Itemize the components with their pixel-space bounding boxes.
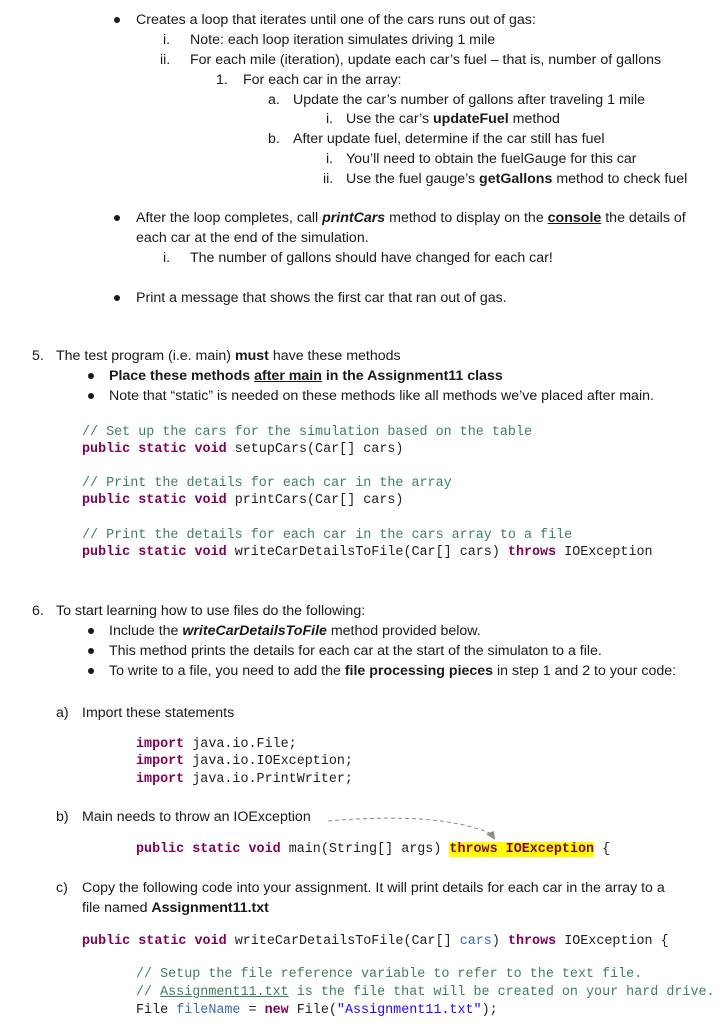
code-line: import java.io.File; <box>136 737 297 752</box>
list-num: ii. <box>160 52 171 68</box>
code-comment: // Assignment11.txt is the file that will be created on your hard drive. <box>136 985 715 1000</box>
list-num: 1. <box>216 72 228 88</box>
list-item: To write to a file, you need to add the file processing pieces in step 1 and 2 to your code: <box>109 663 677 679</box>
code-line: import java.io.PrintWriter; <box>136 772 353 787</box>
code-comment: // Print the details for each car in the array <box>82 476 452 491</box>
main-signature: public static void main(String[] args) throws IOException { <box>136 842 611 857</box>
list-item: For each mile (iteration), update each car’s fuel – that is, number of gallons <box>190 52 662 68</box>
list-item-2: file named Assignment11.txt <box>82 900 269 916</box>
list-num: i. <box>163 250 171 266</box>
code-comment: // Print the details for each car in the cars array to a file <box>82 528 573 543</box>
list-num: b. <box>268 131 280 147</box>
code-line: public static void setupCars(Car[] cars) <box>82 442 404 457</box>
code-comment: // Set up the cars for the simulation based on the table <box>82 425 532 440</box>
section-heading: The test program (i.e. main) must have these methods <box>56 348 401 364</box>
section-heading: To start learning how to use files do the following: <box>56 603 366 619</box>
code-comment: // Setup the file reference variable to refer to the text file. <box>136 967 643 982</box>
list-item: Copy the following code into your assignment. It will print details for each car in the array to a <box>82 880 665 896</box>
list-num: ii. <box>323 171 334 187</box>
list-item: Use the fuel gauge’s getGallons method to check fuel <box>346 171 688 187</box>
list-num: b) <box>56 809 69 825</box>
list-num: i. <box>163 32 171 48</box>
list-item: You’ll need to obtain the fuelGauge for this car <box>346 151 637 167</box>
list-num: a. <box>268 92 280 108</box>
list-item: Update the car’s number of gallons after traveling 1 mile <box>293 92 645 108</box>
code-line: import java.io.IOException; <box>136 754 353 769</box>
after-loop-text-2: each car at the end of the simulation. <box>136 230 369 246</box>
list-item: After update fuel, determine if the car still has fuel <box>293 131 605 147</box>
list-item: Place these methods after main in the Assignment11 class <box>109 368 503 384</box>
list-item: Note that “static” is needed on these methods like all methods we’ve placed after main. <box>109 388 654 404</box>
list-item: Use the car’s updateFuel method <box>346 111 560 127</box>
list-item: Main needs to throw an IOException <box>82 809 311 825</box>
list-item: This method prints the details for each car at the start of the simulaton to a file. <box>109 643 602 659</box>
list-item: For each car in the array: <box>243 72 402 88</box>
list-num: a) <box>56 705 69 721</box>
section-number: 6. <box>32 603 44 619</box>
code-line: public static void printCars(Car[] cars) <box>82 493 404 508</box>
code-line: File fileName = new File("Assignment11.txt"); <box>136 1003 498 1018</box>
list-num: c) <box>56 880 68 896</box>
list-item: The number of gallons should have changed for each car! <box>190 250 553 266</box>
loop-bullet-text: Creates a loop that iterates until one of the cars runs out of gas: <box>136 12 536 28</box>
code-line: public static void writeCarDetailsToFile(Car[] cars) throws IOException <box>82 545 653 560</box>
print-message-text: Print a message that shows the first car that ran out of gas. <box>136 290 507 306</box>
list-item: Import these statements <box>82 705 235 721</box>
list-item: Include the writeCarDetailsToFile method provided below. <box>109 623 481 639</box>
code-line: public static void writeCarDetailsToFile(Car[] cars) throws IOException { <box>82 934 669 949</box>
list-num: i. <box>326 111 334 127</box>
list-num: i. <box>326 151 334 167</box>
after-loop-text: After the loop completes, call printCars method to display on the console the details of <box>136 210 686 226</box>
section-number: 5. <box>32 348 44 364</box>
list-item: Note: each loop iteration simulates driving 1 mile <box>190 32 496 48</box>
